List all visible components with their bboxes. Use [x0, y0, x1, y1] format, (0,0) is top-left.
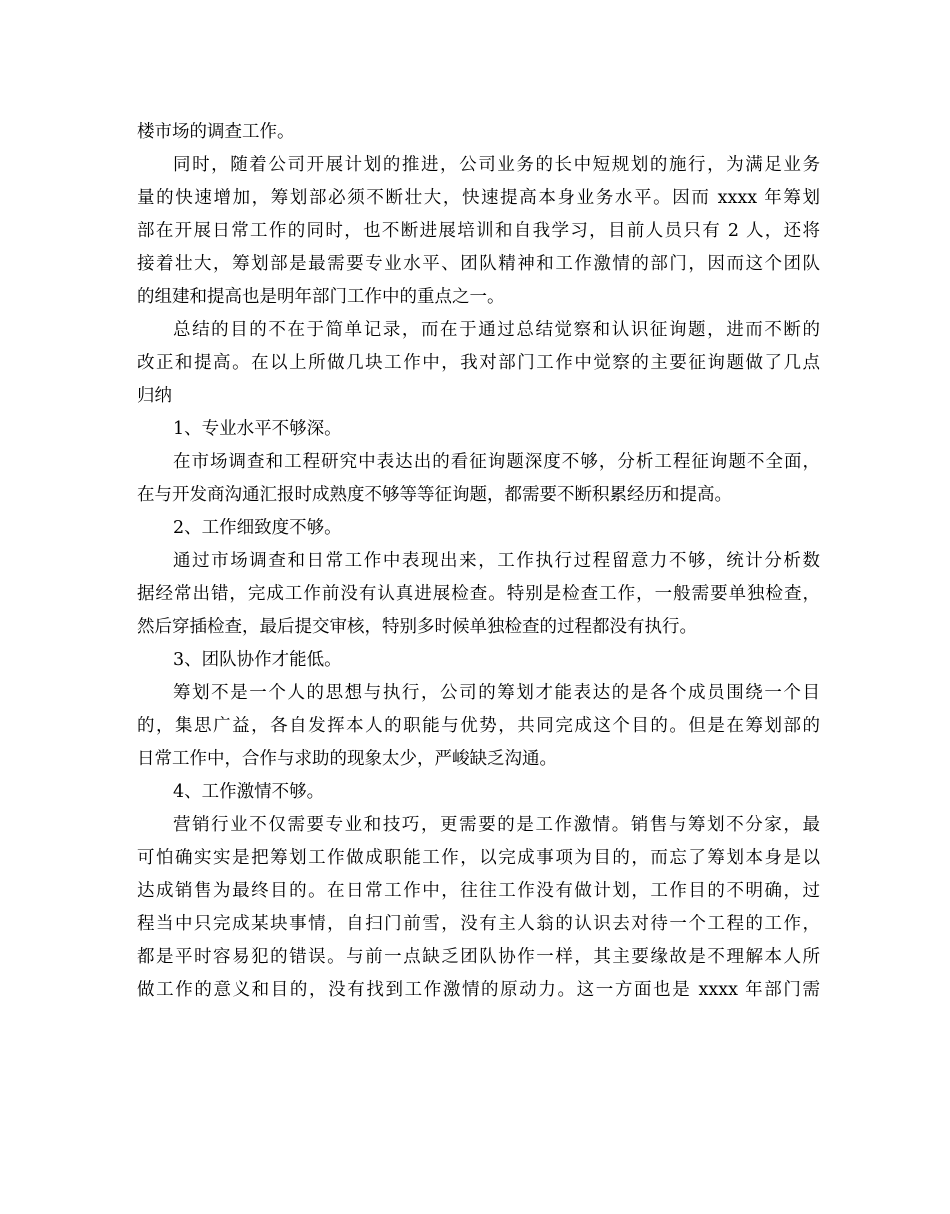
- text-line: 量的快速增加，筹划部必须不断壮大，快速提高本身业务水平。因而 xxxx 年筹划: [137, 188, 820, 208]
- text-line: 日常工作中，合作与求助的现象太少，严峻缺乏沟通。: [137, 749, 557, 769]
- paragraph-start-line: 营销行业不仅需要专业和技巧，更需要的是工作激情。销售与筹划不分家，最: [173, 815, 820, 835]
- text-line: 改正和提高。在以上所做几块工作中，我对部门工作中觉察的主要征询题做了几点: [137, 353, 820, 373]
- text-line: 做工作的意义和目的，没有找到工作激情的原动力。这一方面也是 xxxx 年部门需: [137, 980, 820, 1000]
- text-line: 的组建和提高也是明年部门工作中的重点之一。: [137, 287, 505, 307]
- text-line: 在与开发商沟通汇报时成熟度不够等等征询题，都需要不断积累经历和提高。: [137, 485, 732, 505]
- document-body: [137, 116, 820, 1007]
- text-line: 据经常出错，完成工作前没有认真进展检查。特别是检查工作，一般需要单独检查，: [137, 584, 820, 604]
- paragraph-start-line: 总结的目的不在于简单记录，而在于通过总结觉察和认识征询题，进而不断的: [173, 320, 820, 340]
- text-line: 都是平时容易犯的错误。与前一点缺乏团队协作一样，其主要缘故是不理解本人所: [137, 947, 820, 967]
- section-heading: 1、专业水平不够深。: [173, 419, 342, 439]
- section-heading: 3、团队协作才能低。: [173, 650, 342, 670]
- text-line: 的，集思广益，各自发挥本人的职能与优势，共同完成这个目的。但是在筹划部的: [137, 716, 820, 736]
- text-line: 部在开展日常工作的同时，也不断进展培训和自我学习，目前人员只有 2 人，还将: [137, 221, 820, 241]
- section-heading: 2、工作细致度不够。: [173, 518, 342, 538]
- text-line: 归纳: [137, 386, 172, 406]
- paragraph-start-line: 在市场调查和工程研究中表达出的看征询题深度不够，分析工程征询题不全面，: [173, 452, 820, 472]
- text-line: 程当中只完成某块事情，自扫门前雪，没有主人翁的认识去对待一个工程的工作，: [137, 914, 820, 934]
- text-line: 楼市场的调查工作。: [137, 122, 295, 142]
- paragraph-start-line: 同时，随着公司开展计划的推进，公司业务的长中短规划的施行，为满足业务: [173, 155, 820, 175]
- paragraph-start-line: 筹划不是一个人的思想与执行，公司的筹划才能表达的是各个成员围绕一个目: [173, 683, 820, 703]
- text-line: 接着壮大，筹划部是最需要专业水平、团队精神和工作激情的部门，因而这个团队: [137, 254, 820, 274]
- paragraph-start-line: 通过市场调查和日常工作中表现出来，工作执行过程留意力不够，统计分析数: [173, 551, 820, 571]
- text-line: 达成销售为最终目的。在日常工作中，往往工作没有做计划，工作目的不明确，过: [137, 881, 820, 901]
- text-line: 可怕确实实是把筹划工作做成职能工作，以完成事项为目的，而忘了筹划本身是以: [137, 848, 820, 868]
- text-line: 然后穿插检查，最后提交审核，特别多时候单独检查的过程都没有执行。: [137, 617, 697, 637]
- section-heading: 4、工作激情不够。: [173, 782, 325, 802]
